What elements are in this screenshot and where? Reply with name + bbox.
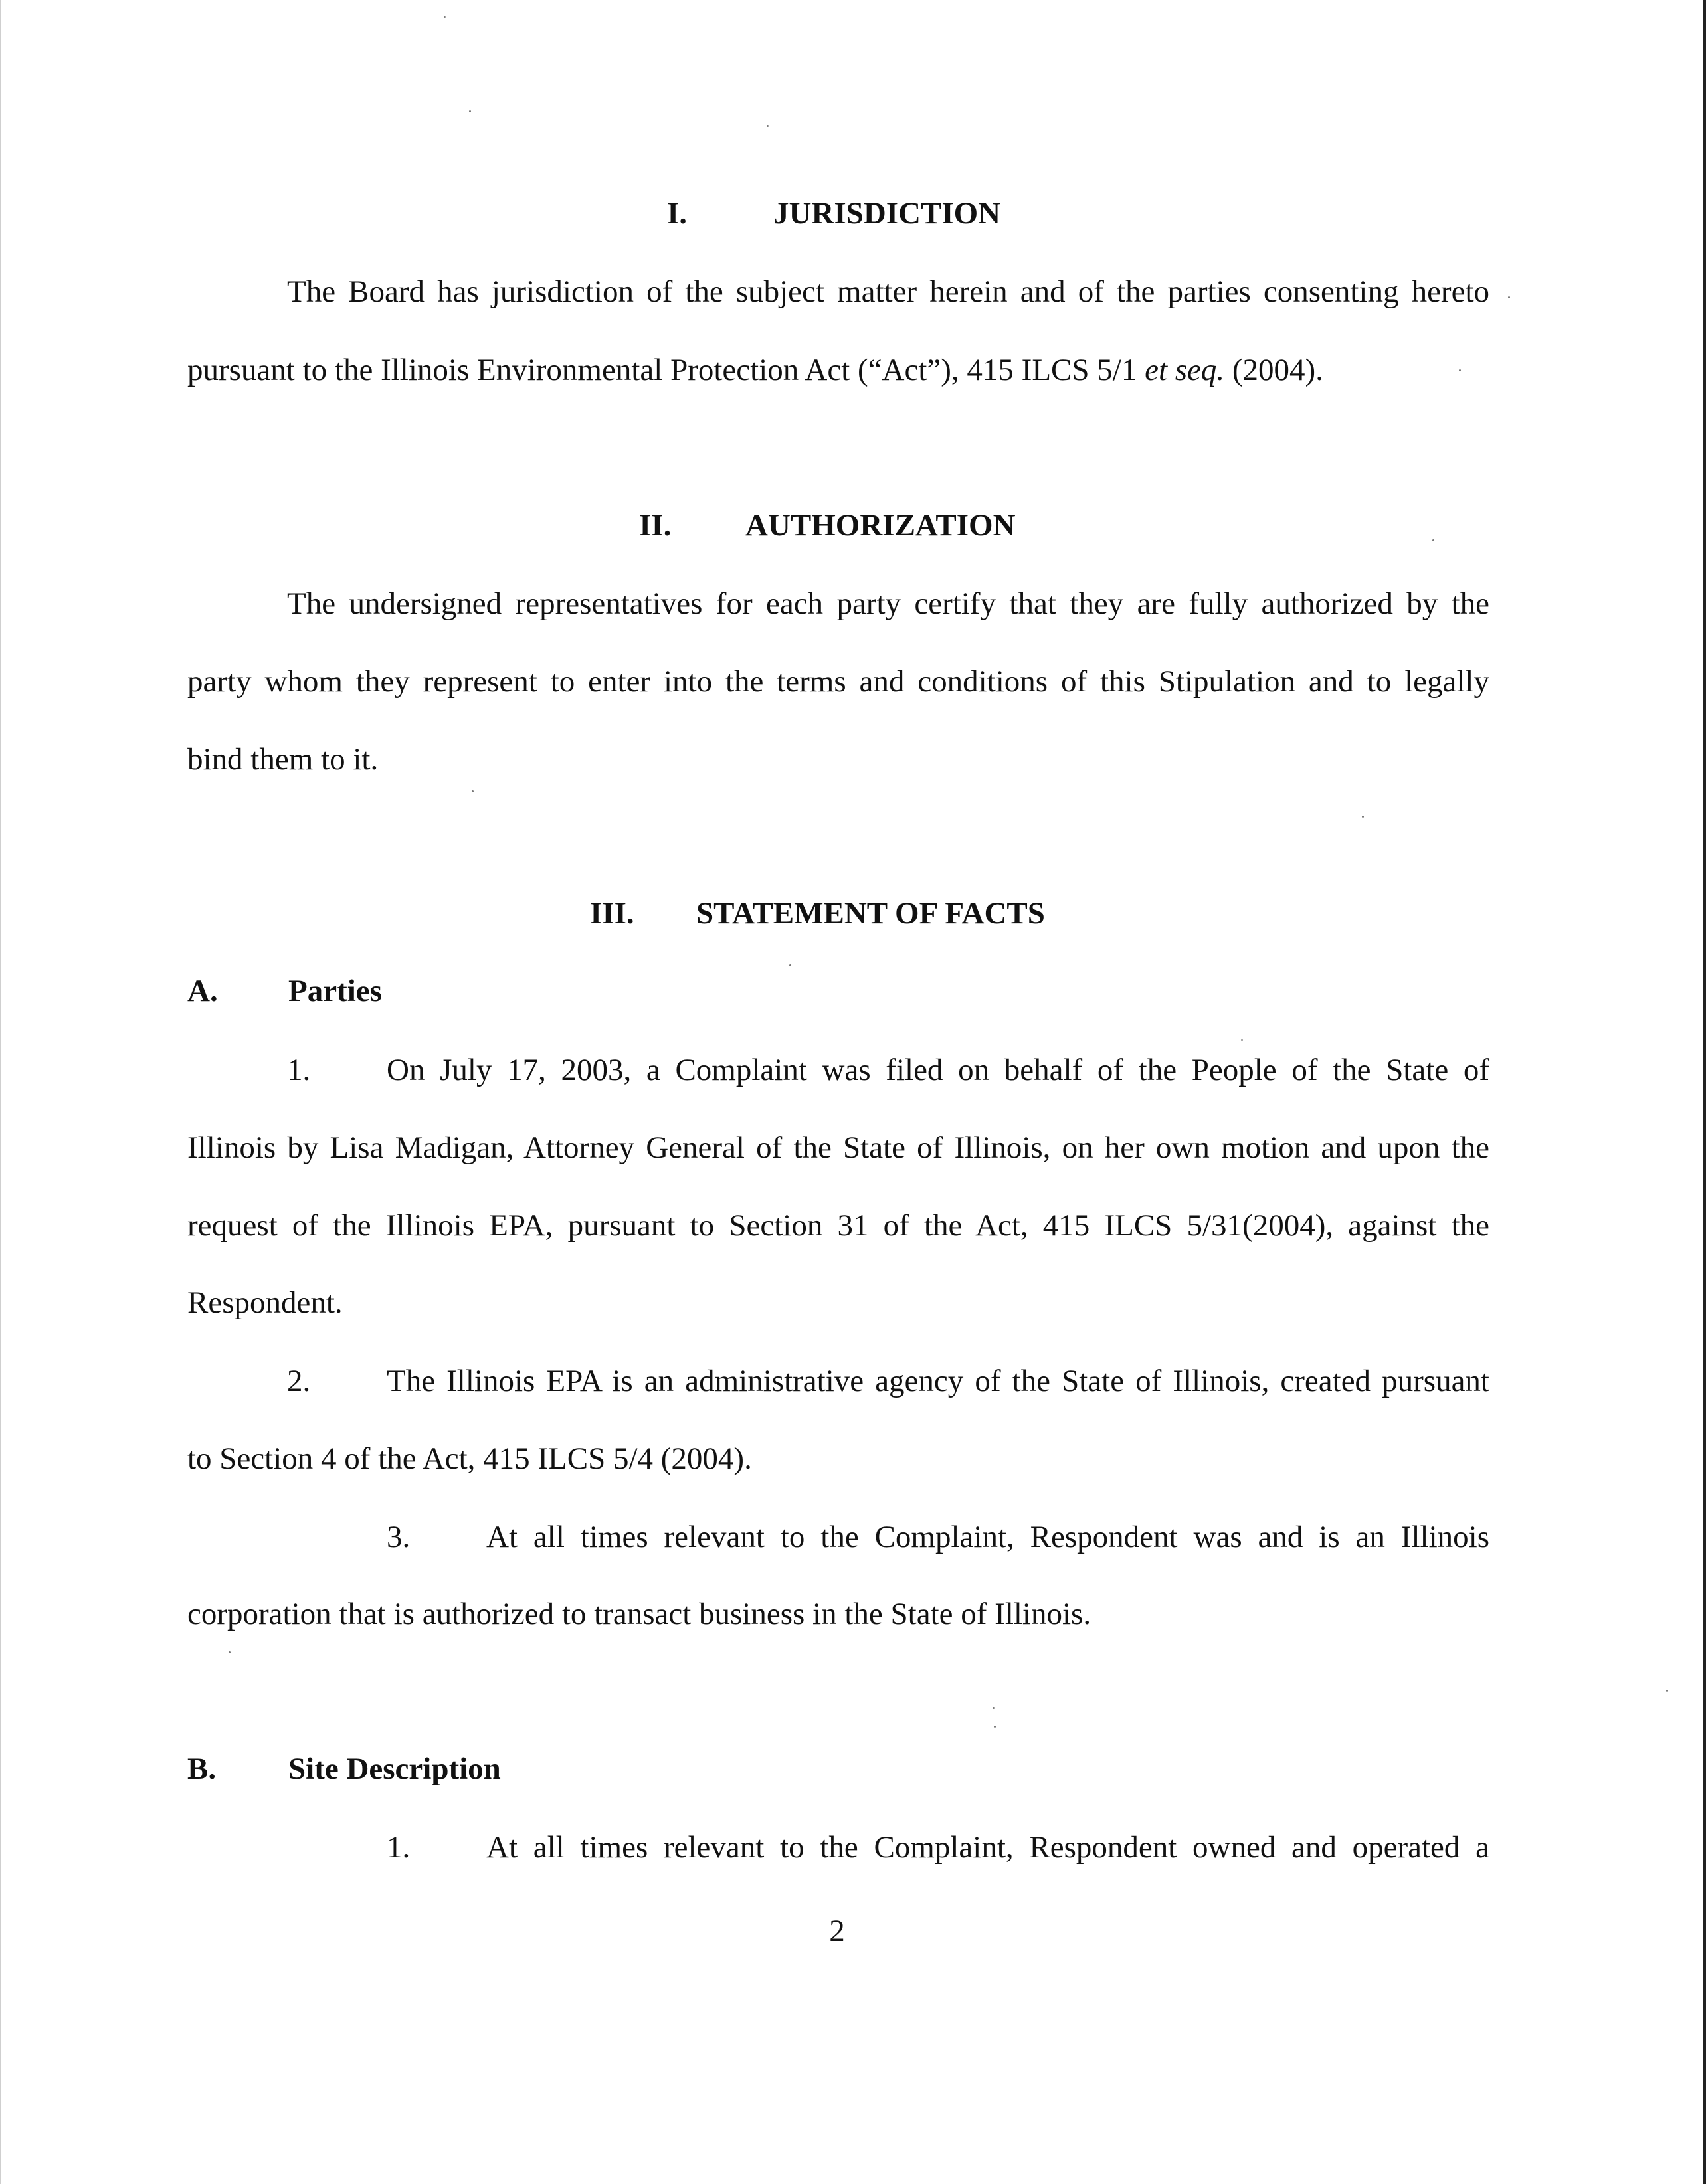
- item-number: 3.: [387, 1520, 411, 1554]
- text-run: On July 17, 2003, a Complaint was filed on behalf of the People of the State of: [387, 1053, 1489, 1087]
- paragraph-line: [187, 351, 1489, 389]
- scan-speck: [229, 1651, 231, 1653]
- paragraph-line: The Board has jurisdiction of the subject matter herein and of the parties consenting hereto: [287, 274, 1489, 309]
- section-heading-authorization: [639, 506, 1016, 545]
- scan-speck: [472, 790, 474, 792]
- paragraph-line: [187, 1518, 1489, 1556]
- section-title: STATEMENT OF FACTS: [696, 896, 1045, 931]
- paragraph-line: to Section 4 of the Act, 415 ILCS 5/4 (2004).: [187, 1441, 752, 1476]
- text-run: At all times relevant to the Complaint, Respondent owned and operated a: [486, 1830, 1489, 1865]
- subsection-letter: B.: [187, 1752, 217, 1786]
- scan-speck: [1459, 369, 1461, 371]
- section-number: I.: [667, 196, 688, 230]
- scan-speck: [1666, 1690, 1668, 1692]
- scan-speck: [1241, 1039, 1243, 1041]
- page-edge-right: [1703, 0, 1706, 2184]
- scan-speck: [767, 125, 769, 127]
- scan-speck: [1432, 539, 1434, 541]
- paragraph-line: request of the Illinois EPA, pursuant to Section 31 of the Act, 415 ILCS 5/31(2004), against the: [187, 1208, 1489, 1243]
- subsection-letter: A.: [187, 974, 218, 1008]
- item-number: 1.: [387, 1830, 411, 1865]
- paragraph-line: The undersigned representatives for each party certify that they are fully authorized by the: [287, 587, 1489, 621]
- section-number: II.: [639, 508, 672, 543]
- paragraph-line: [187, 1828, 1489, 1866]
- paragraph-line: bind them to it.: [187, 742, 379, 776]
- section-number: III.: [590, 896, 634, 931]
- italic-text: et seq.: [1145, 353, 1225, 387]
- text-run: At all times relevant to the Complaint, Respondent was and is an Illinois: [486, 1520, 1489, 1554]
- subsection-title: Site Description: [288, 1752, 501, 1786]
- scan-speck: [994, 1726, 996, 1728]
- section-heading-jurisdiction: [667, 194, 1000, 232]
- section-title: JURISDICTION: [773, 196, 1001, 230]
- subsection-heading-parties: [187, 972, 382, 1010]
- text-run: The Illinois EPA is an administrative agency of the State of Illinois, created pursuant: [387, 1364, 1489, 1398]
- paragraph-line: Illinois by Lisa Madigan, Attorney General of the State of Illinois, on her own motion and upon the: [187, 1131, 1489, 1165]
- paragraph-line: party whom they represent to enter into the terms and conditions of this Stipulation and to legally: [187, 664, 1489, 699]
- text-run: pursuant to the Illinois Environmental Protection Act (“Act”), 415 ILCS 5/1: [187, 353, 1145, 387]
- section-title: AUTHORIZATION: [745, 508, 1016, 543]
- scan-speck: [993, 1707, 995, 1709]
- scan-speck: [1362, 816, 1364, 818]
- text-run: (2004).: [1224, 353, 1323, 387]
- section-heading-statement-of-facts: [590, 894, 1045, 933]
- scan-speck: [444, 16, 446, 18]
- subsection-heading-site-description: [187, 1750, 501, 1788]
- scan-speck: [789, 964, 791, 966]
- item-number: 1.: [287, 1053, 311, 1087]
- page-number: 2: [829, 1914, 845, 1948]
- subsection-title: Parties: [288, 974, 382, 1008]
- scan-speck: [469, 110, 471, 112]
- paragraph-line: [187, 1051, 1489, 1089]
- paragraph-line: Respondent.: [187, 1285, 343, 1320]
- scan-speck: [1508, 296, 1510, 298]
- paragraph-line: corporation that is authorized to transact business in the State of Illinois.: [187, 1597, 1091, 1631]
- paragraph-line: [187, 1362, 1489, 1400]
- page-edge-left: [0, 0, 1, 2184]
- item-number: 2.: [287, 1364, 311, 1398]
